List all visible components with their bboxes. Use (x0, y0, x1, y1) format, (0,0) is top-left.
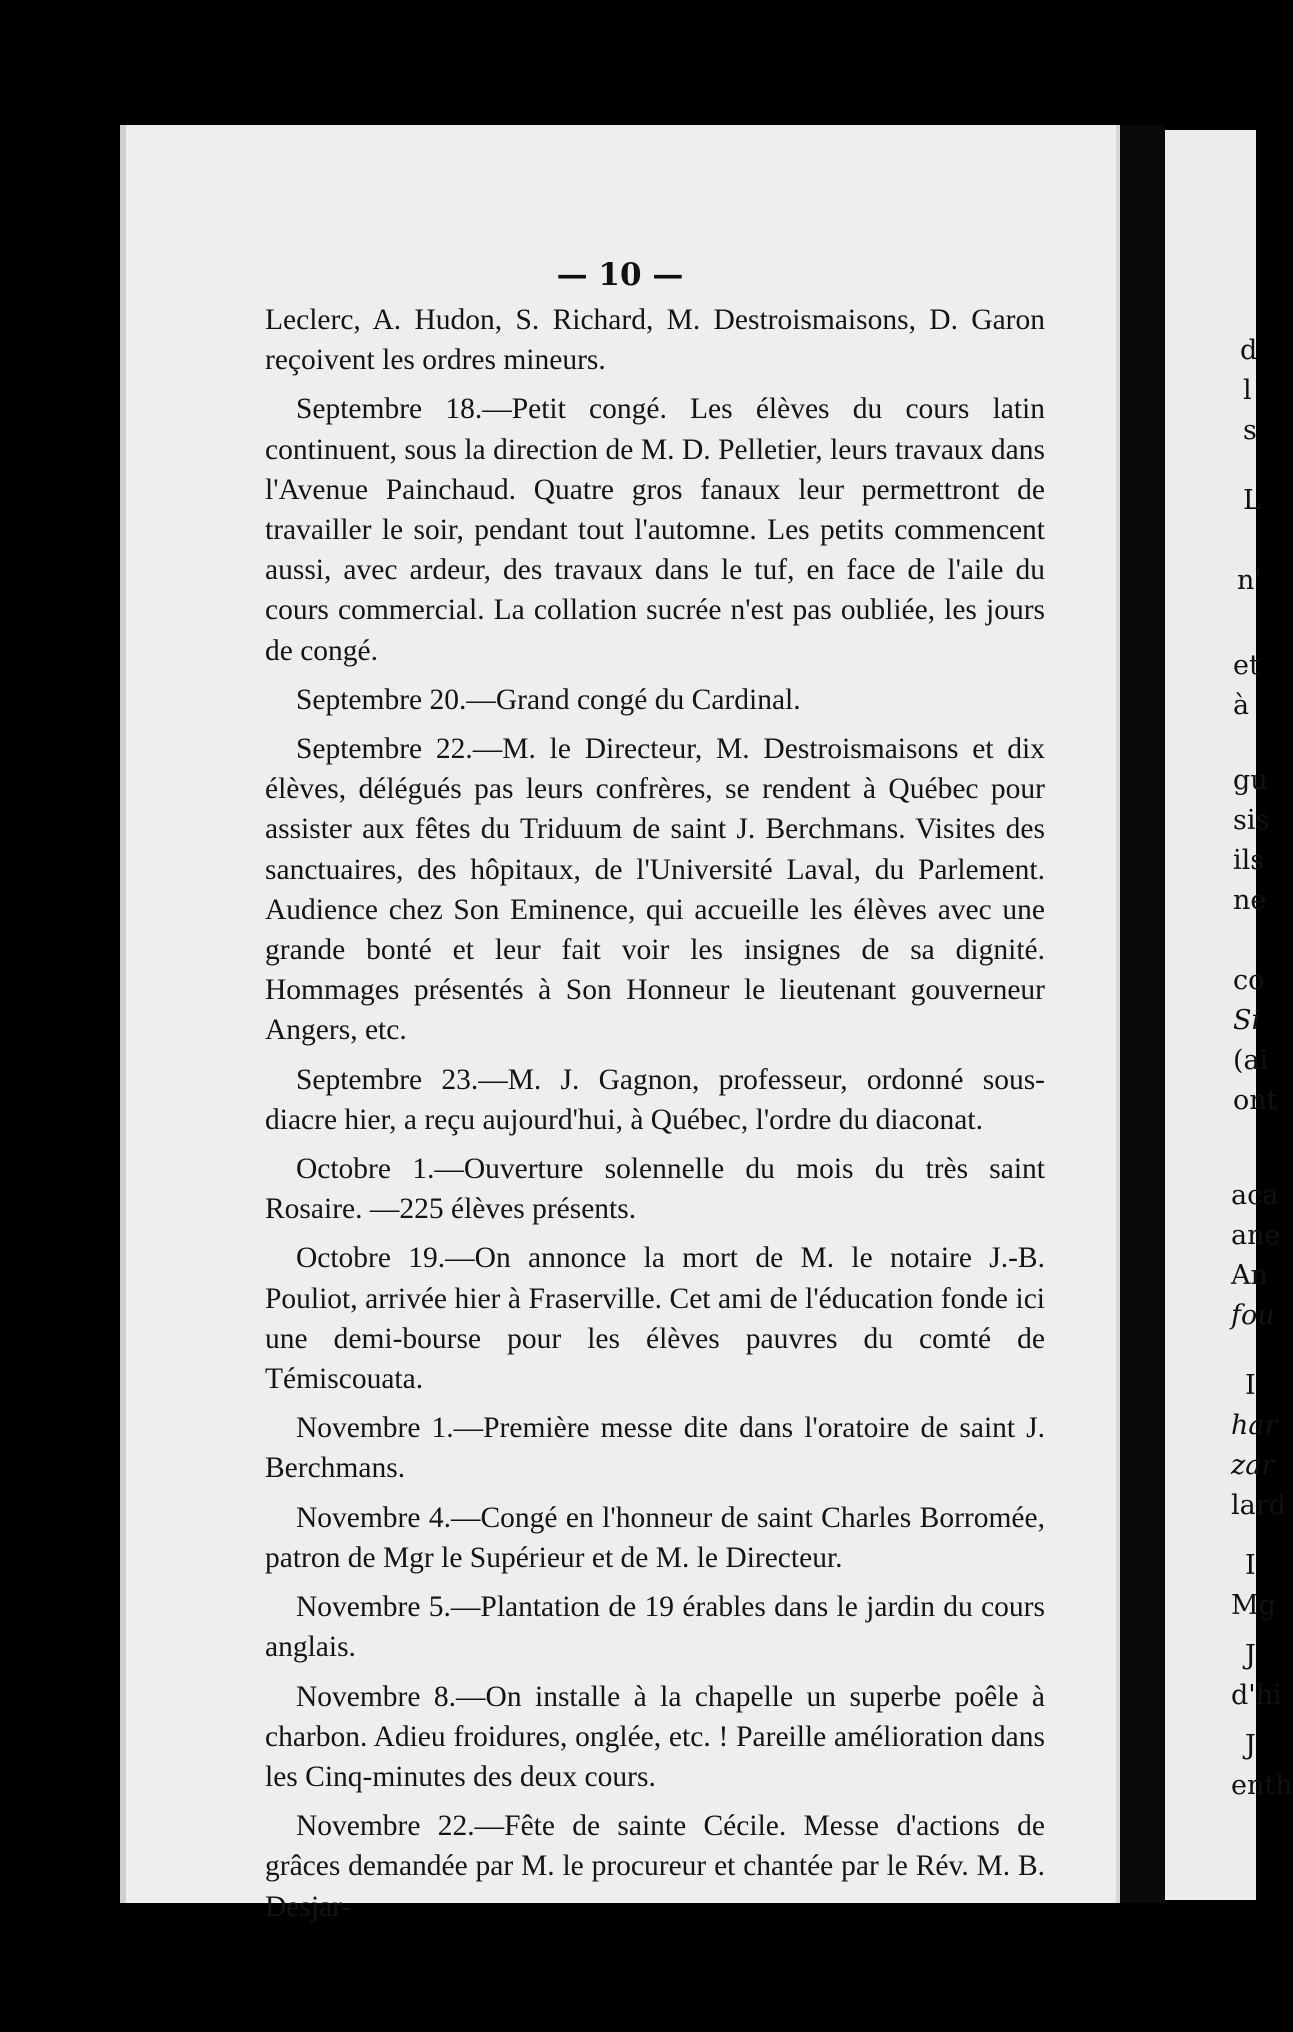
page-body (265, 300, 1045, 1936)
facing-fragment: co (1233, 965, 1265, 996)
facing-fragment: sis (1233, 805, 1270, 836)
page-number: — 10 — (556, 257, 684, 293)
paragraph: Novembre 22.—Fête de sainte Cécile. Messe d'actions de grâces demandée par M. le procureur et chantée par le Rév. M. B. Desjar- (265, 1810, 1045, 1923)
facing-fragment: An (1231, 1260, 1268, 1291)
facing-fragment: zar (1231, 1450, 1275, 1481)
facing-fragment: ane (1231, 1220, 1281, 1251)
facing-fragment: et (1233, 650, 1260, 681)
facing-fragment: har (1231, 1410, 1278, 1441)
facing-fragment: L (1243, 485, 1261, 516)
paragraph: Septembre 22.—M. le Directeur, M. Destroismaisons et dix élèves, délégués pas leurs confrères, se rendent à Québec pour assister aux fêtes du Triduum de saint J. Berchmans. Visites des sanctuaires, des hôpitaux, de l'Université Laval, du Parlement. Audience chez Son Eminence, qui accueille les élèves avec une grande bonté et leur fait voir les insignes de sa dignité. Hommages présentés à Son Honneur le lieutenant gouverneur Angers, etc. (265, 733, 1045, 1047)
paragraph: Novembre 8.—On installe à la chapelle un superbe poêle à charbon. Adieu froidures, onglée, etc. ! Pareille amélioration dans les Cinq-minutes des deux cours. (265, 1680, 1045, 1793)
facing-fragment: lard (1231, 1490, 1286, 1521)
book-gutter (1120, 125, 1165, 1903)
paragraph: Septembre 18.—Petit congé. Les élèves du cours latin continuent, sous la direction de M. D. Pelletier, leurs travaux dans l'Avenue Painchaud. Quatre gros fanaux leur permettront de travailler le soir, pendant tout l'automne. Les petits commencent aussi, avec ardeur, des travaux dans le tuf, en face de l'aile du cours commercial. La collation sucrée n'est pas oubliée, les jours de congé. (265, 393, 1045, 667)
facing-fragment: ont (1233, 1085, 1278, 1116)
facing-fragment: s (1243, 415, 1257, 446)
facing-fragment: gu (1233, 765, 1268, 796)
facing-fragment: Si (1233, 1005, 1261, 1036)
facing-page-edge (1165, 130, 1293, 1900)
facing-fragment: n' (1237, 565, 1262, 596)
facing-fragment: ne (1233, 885, 1267, 916)
paragraph: Novembre 1.—Première messe dite dans l'oratoire de saint J. Berchmans. (265, 1412, 1045, 1485)
facing-fragment: I (1245, 1550, 1256, 1581)
paragraph: Octobre 19.—On annonce la mort de M. le notaire J.-B. Pouliot, arrivée hier à Fraserville. Cet ami de l'éducation fonde ici une demi-bourse pour les élèves pauvres du comté de Témiscouata. (265, 1242, 1045, 1396)
book-page (120, 125, 1120, 1923)
facing-fragment: d (1240, 335, 1258, 366)
paragraph: Septembre 23.—M. J. Gagnon, professeur, ordonné sous-diacre hier, a reçu aujourd'hui, à Québec, l'ordre du diaconat. (265, 1063, 1045, 1136)
paragraph: Septembre 20.—Grand congé du Cardinal. (295, 683, 801, 716)
facing-fragment: (ai (1233, 1045, 1269, 1076)
facing-fragment: aca (1231, 1180, 1279, 1211)
paragraph: Novembre 5.—Plantation de 19 érables dans le jardin du cours anglais. (265, 1591, 1045, 1664)
facing-fragment: à (1233, 690, 1250, 721)
facing-fragment: enth (1231, 1770, 1293, 1801)
facing-fragment: J (1245, 1640, 1256, 1671)
facing-fragment: l (1243, 375, 1252, 406)
paragraph: Octobre 1.—Ouverture solennelle du mois du très saint Rosaire. —225 élèves présents. (265, 1153, 1045, 1226)
facing-fragment: ils (1233, 845, 1265, 876)
paragraph: Leclerc, A. Hudon, S. Richard, M. Destroismaisons, D. Garon reçoivent les ordres mineurs. (265, 304, 1045, 377)
facing-fragment: J (1245, 1730, 1256, 1761)
facing-fragment: I (1245, 1370, 1256, 1401)
paragraph: Novembre 4.—Congé en l'honneur de saint Charles Borromée, patron de Mgr le Supérieur et de M. le Directeur. (265, 1501, 1045, 1574)
facing-fragment: d'hi (1231, 1680, 1282, 1711)
facing-fragment: Mg (1231, 1590, 1276, 1621)
facing-fragment: fou (1231, 1300, 1275, 1331)
